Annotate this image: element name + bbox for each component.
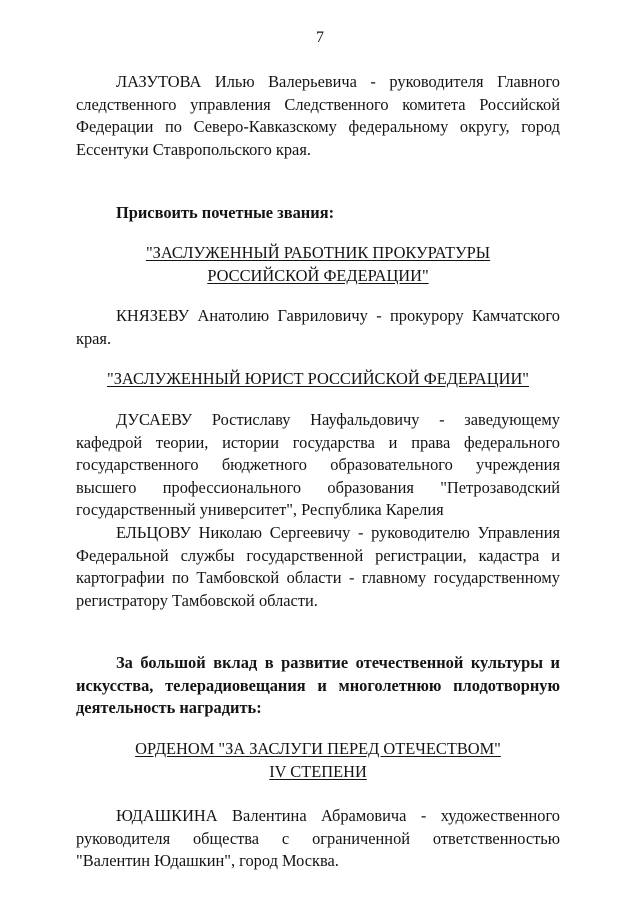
order-title-line-2: IV СТЕПЕНИ: [269, 761, 367, 781]
spacer: [76, 783, 560, 805]
entry-eltsov: ЕЛЬЦОВУ Николаю Сергеевичу - руководителю Управления Федеральной службы государственной регистрации, кадастра и картографии по Тамбовской области - главному государственному регистратору Тамбовской области.: [76, 522, 560, 610]
title-lawyer: "ЗАСЛУЖЕННЫЙ ЮРИСТ РОССИЙСКОЙ ФЕДЕРАЦИИ": [107, 369, 529, 389]
intro-paragraph: ЛАЗУТОВА Илью Валерьевича - руководителя Главного следственного управления Следственного комитета Российской Федерации по Северо-Кавказскому федеральному округу, город Ессентуки Ставропольского края.: [76, 72, 560, 159]
spacer: [76, 161, 560, 202]
spacer: [76, 720, 560, 738]
spacer: [76, 225, 560, 242]
order-title-line-1: ОРДЕНОМ "ЗА ЗАСЛУГИ ПЕРЕД ОТЕЧЕСТВОМ": [135, 739, 501, 759]
spacer: [76, 391, 560, 409]
document-body: [76, 71, 560, 873]
page-number: 7: [316, 29, 324, 46]
spacer: [76, 612, 560, 652]
title-prosecutor-line-1: "ЗАСЛУЖЕННЫЙ РАБОТНИК ПРОКУРАТУРЫ: [145, 242, 491, 262]
spacer: [76, 350, 560, 368]
award-heading: За большой вклад в развитие отечественной культуры и искусства, телерадиовещания и многолетнюю плодотворную деятельность наградить:: [76, 653, 560, 718]
honorary-titles-heading: Присвоить почетные звания:: [116, 203, 335, 223]
spacer: [76, 287, 560, 305]
entry-knyazev: КНЯЗЕВУ Анатолию Гавриловичу - прокурору Камчатского края.: [76, 306, 560, 348]
entry-yudashkin: ЮДАШКИНА Валентина Абрамовича - художественного руководителя общества с ограниченной ответственностью "Валентин Юдашкин", город Москва.: [76, 806, 560, 871]
entry-dusaev: ДУСАЕВУ Ростиславу Науфальдовичу - заведующему кафедрой теории, истории государства и права федерального государственного бюджетного образовательного учреждения высшего профессионального образования "Петрозаводский государственный университет", Республика Карелия: [76, 409, 560, 520]
title-prosecutor-line-2: РОССИЙСКОЙ ФЕДЕРАЦИИ": [207, 265, 429, 285]
